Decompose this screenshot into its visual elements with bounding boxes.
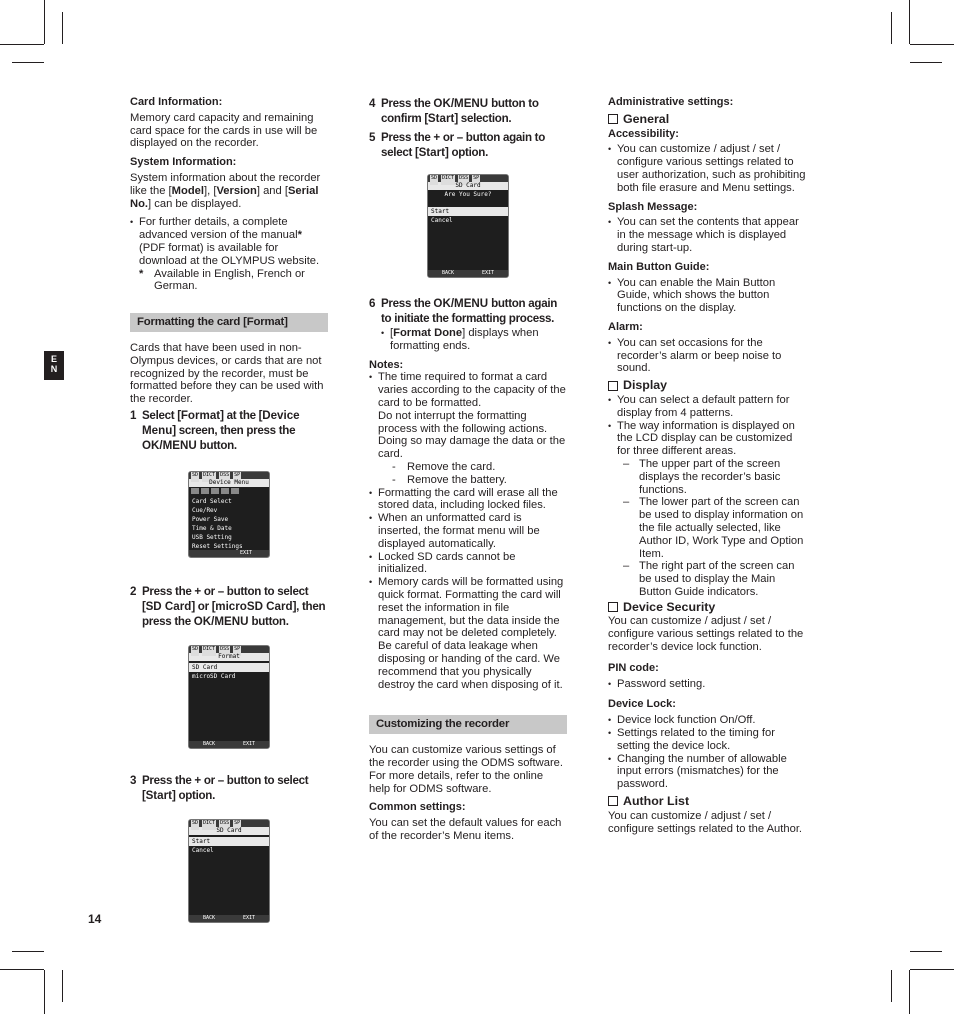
step-2: 2 Press the + or – button to select [SD Card] or [microSD Card], then press the OK/MENU button. [130, 584, 326, 628]
confirm-question: Are You Sure? [444, 191, 492, 198]
alarm-heading: Alarm: [608, 320, 643, 333]
screen-footer: BACK EXIT [189, 915, 269, 922]
crop-mark [891, 970, 892, 1002]
device-security-text: You can customize / adjust / set / configure various settings related to the recorder’s device lock function. [608, 615, 804, 654]
status-bar: SD DICT DSS SP [189, 472, 269, 479]
screen-sd-card [188, 819, 270, 923]
section-format-heading: Formatting the card [Format] [130, 313, 328, 332]
menu-item: Time & Date [192, 524, 232, 532]
crop-mark [0, 44, 44, 45]
checkbox-icon [608, 114, 618, 124]
language-tab: E N [44, 351, 64, 380]
status-bar: SD DICT DSS SP [189, 820, 269, 827]
device-lock-item: • Settings related to the timing for setting the device lock. [608, 727, 806, 753]
details-bullet: • For further details, a complete advanced version of the manual* (PDF format) is available for download at the OLYMPUS website. [130, 216, 328, 267]
column-middle [369, 96, 567, 849]
display-sub-item: – The right part of the screen can be used to display the Main Button Guide indicators. [623, 560, 806, 598]
screen-title: Format [189, 653, 269, 661]
step-1: 1 Select [Format] at the [Device Menu] screen, then press the OK/MENU button. [130, 408, 300, 452]
button-guide-heading: Main Button Guide: [608, 260, 710, 273]
step-6: 6 Press the OK/MENU button again to initiate the formatting process. [369, 297, 558, 325]
note-item: • When an unformatted card is inserted, the format menu will be displayed automatically. [369, 512, 567, 550]
column-right [608, 96, 806, 841]
crop-mark [910, 44, 954, 45]
common-settings-heading: Common settings: [369, 801, 466, 814]
general-heading: General [608, 113, 806, 126]
format-done-bullet: • [Format Done] displays when formatting ends. [381, 327, 567, 353]
alarm-text: • You can set occasions for the recorder’s alarm or beep noise to sound. [608, 337, 806, 375]
screen-device-menu [188, 471, 270, 558]
crop-mark [62, 970, 63, 1002]
pin-text: • Password setting. [608, 678, 806, 691]
note-item: • Locked SD cards cannot be initialized. [369, 551, 567, 577]
menu-item: Card Select [192, 497, 232, 505]
menu-item: Cancel [192, 846, 214, 854]
menu-item: Cancel [431, 217, 453, 224]
note-sub-item: - Remove the battery. [392, 474, 567, 487]
crop-mark [12, 62, 44, 63]
crop-mark [891, 12, 892, 44]
screen-title: SD Card [428, 182, 508, 190]
button-guide-text: • You can enable the Main Button Guide, which shows the button functions on the display. [608, 277, 806, 315]
card-info-heading: Card Information: [130, 96, 223, 108]
crop-mark [910, 62, 942, 63]
crop-mark [909, 970, 910, 1014]
accessibility-text: • You can customize / adjust / set / configure various settings related to user authorization, such as prohibiting both file erasure and Menu settings. [608, 143, 806, 194]
accessibility-heading: Accessibility: [608, 127, 679, 140]
format-intro: Cards that have been used in non-Olympus devices, or cards that are not recognized by the recorder, must be formatted before they can be used with the recorder. [130, 341, 324, 406]
menu-item: USB Setting [192, 533, 232, 541]
display-heading: Display [608, 379, 806, 392]
system-info-text: System information about the recorder like the [Model], [Version] and [Serial No.] can be displayed. [130, 171, 321, 210]
step-3: 3 Press the + or – button to select [Start] option. [130, 773, 309, 802]
crop-mark [0, 969, 44, 970]
menu-item: microSD Card [192, 672, 236, 680]
common-settings-text: You can set the default values for each of the recorder’s Menu items. [369, 817, 562, 842]
star-note: * Available in English, French or German. [139, 267, 305, 293]
status-bar: SD DICT DSS SP [428, 175, 508, 182]
menu-tab-icons [189, 487, 269, 497]
device-lock-heading: Device Lock: [608, 698, 676, 711]
admin-settings-heading: Administrative settings: [608, 96, 734, 108]
splash-text: • You can set the contents that appear in the message which is displayed during start-up. [608, 216, 806, 254]
screen-title: Device Menu [189, 479, 269, 487]
screen-footer: EXIT [189, 550, 269, 557]
screen-footer: BACK EXIT [428, 270, 508, 277]
crop-mark [909, 0, 910, 44]
device-security-heading: Device Security [608, 601, 806, 614]
system-info-heading: System Information: [130, 156, 237, 169]
step-4: 4 Press the OK/MENU button to confirm [Start] selection. [369, 97, 539, 125]
crop-mark [910, 951, 942, 952]
note-item: • The time required to format a card varies according to the capacity of the card to be formatted. Do not interrupt the formatting process with the following actions. Doing so may damage the data or the card. - Remove the card. - Remove the battery. [369, 371, 567, 486]
pin-heading: PIN code: [608, 661, 659, 674]
note-item: • Memory cards will be formatted using quick format. Formatting the card will reset the information in file management, but the data inside the card may not be deleted completely. Be careful of data leakage when disposing or handing of the card. We recommend that you physically destroy the card when disposing of it. [369, 576, 567, 691]
screen-confirm [427, 174, 509, 278]
display-item: • You can select a default pattern for display from 4 patterns. [608, 394, 806, 420]
page-number: 14 [88, 912, 102, 926]
checkbox-icon [608, 796, 618, 806]
section-customize-heading: Customizing the recorder [369, 715, 567, 734]
display-sub-item: – The upper part of the screen displays the recorder’s basic functions. [623, 458, 806, 496]
crop-mark [12, 951, 44, 952]
menu-item-selected: SD Card [189, 663, 269, 672]
card-info-text: Memory card capacity and remaining card space for the cards in use will be displayed on the recorder. [130, 111, 318, 150]
menu-item-selected: Start [428, 207, 508, 216]
notes-heading: Notes: [369, 358, 404, 371]
column-left [130, 96, 328, 935]
checkbox-icon [608, 602, 618, 612]
crop-mark [910, 969, 954, 970]
device-lock-item: • Device lock function On/Off. [608, 714, 806, 727]
customize-intro: You can customize various settings of the recorder using the ODMS software. For more details, refer to the online help for ODMS software. [369, 744, 564, 795]
display-sub-item: – The lower part of the screen can be used to display information on the file actually selected, like Author ID, Work Type and Option Item. [623, 496, 806, 560]
step-5: 5 Press the + or – button again to select [Start] option. [369, 131, 546, 159]
status-bar: SD DICT DSS SP [189, 646, 269, 653]
crop-mark [44, 970, 45, 1014]
note-item: • Formatting the card will erase all the stored data, including locked files. [369, 487, 567, 513]
screen-format [188, 645, 270, 749]
menu-item: Cue/Rev [192, 506, 218, 514]
menu-item-selected: Start [189, 837, 269, 846]
splash-heading: Splash Message: [608, 200, 698, 213]
screen-title: SD Card [189, 827, 269, 835]
checkbox-icon [608, 381, 618, 391]
author-list-heading: Author List [608, 795, 806, 808]
menu-item: Power Save [192, 515, 229, 523]
screen-footer: BACK EXIT [189, 741, 269, 748]
crop-mark [62, 12, 63, 44]
note-sub-item: - Remove the card. [392, 461, 567, 474]
menu-item: Reset Settings [192, 542, 243, 550]
device-lock-item: • Changing the number of allowable input errors (mismatches) for the password. [608, 753, 806, 791]
display-item: • The way information is displayed on the LCD display can be customized for three different areas. – The upper part of the screen displays the recorder’s basic functions. – The lower part of the screen can be used to display information on the file actually selected, like Author ID, Work Type and Option Item. – The right part of the screen can be used to display the Main Button Guide indicators. [608, 420, 806, 599]
crop-mark [44, 0, 45, 44]
author-list-text: You can customize / adjust / set / configure settings related to the Author. [608, 809, 803, 835]
